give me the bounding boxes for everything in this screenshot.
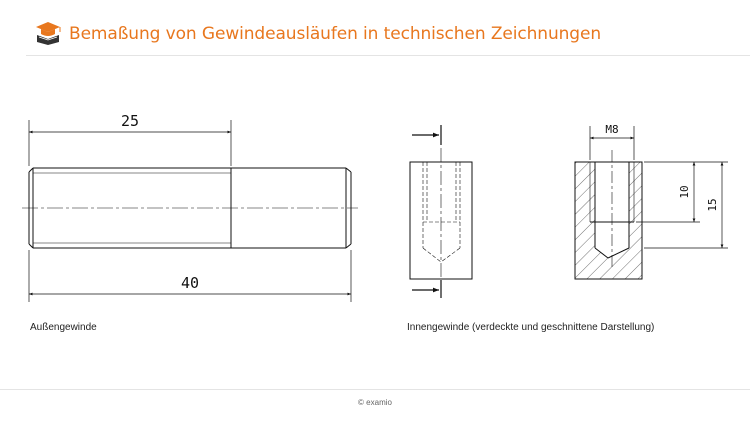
hidden-thread-lines [423,162,460,262]
dim-total-length-label: 40 [180,274,200,292]
dim-thread-size-label: M8 [605,123,619,136]
internal-thread-hidden-view [410,125,472,298]
dim-bore-depth-label: 15 [706,198,719,212]
caption-internal-thread: Innengewinde (verdeckte und geschnittene Darstellung) [407,322,655,333]
footer-divider [0,389,750,390]
section-arrow-top [412,125,441,145]
section-arrow-bottom [412,280,441,298]
footer-copyright: © examio [358,398,392,407]
section-hatching [575,162,642,279]
dim-thread-length-label: 25 [120,112,140,130]
caption-external-thread: Außengewinde [30,322,97,333]
page-title: Bemaßung von Gewindeausläufen in technischen Zeichnungen [69,24,602,44]
dim-thread-depth-label: 10 [678,185,691,199]
dim-lines-internal [590,126,728,248]
